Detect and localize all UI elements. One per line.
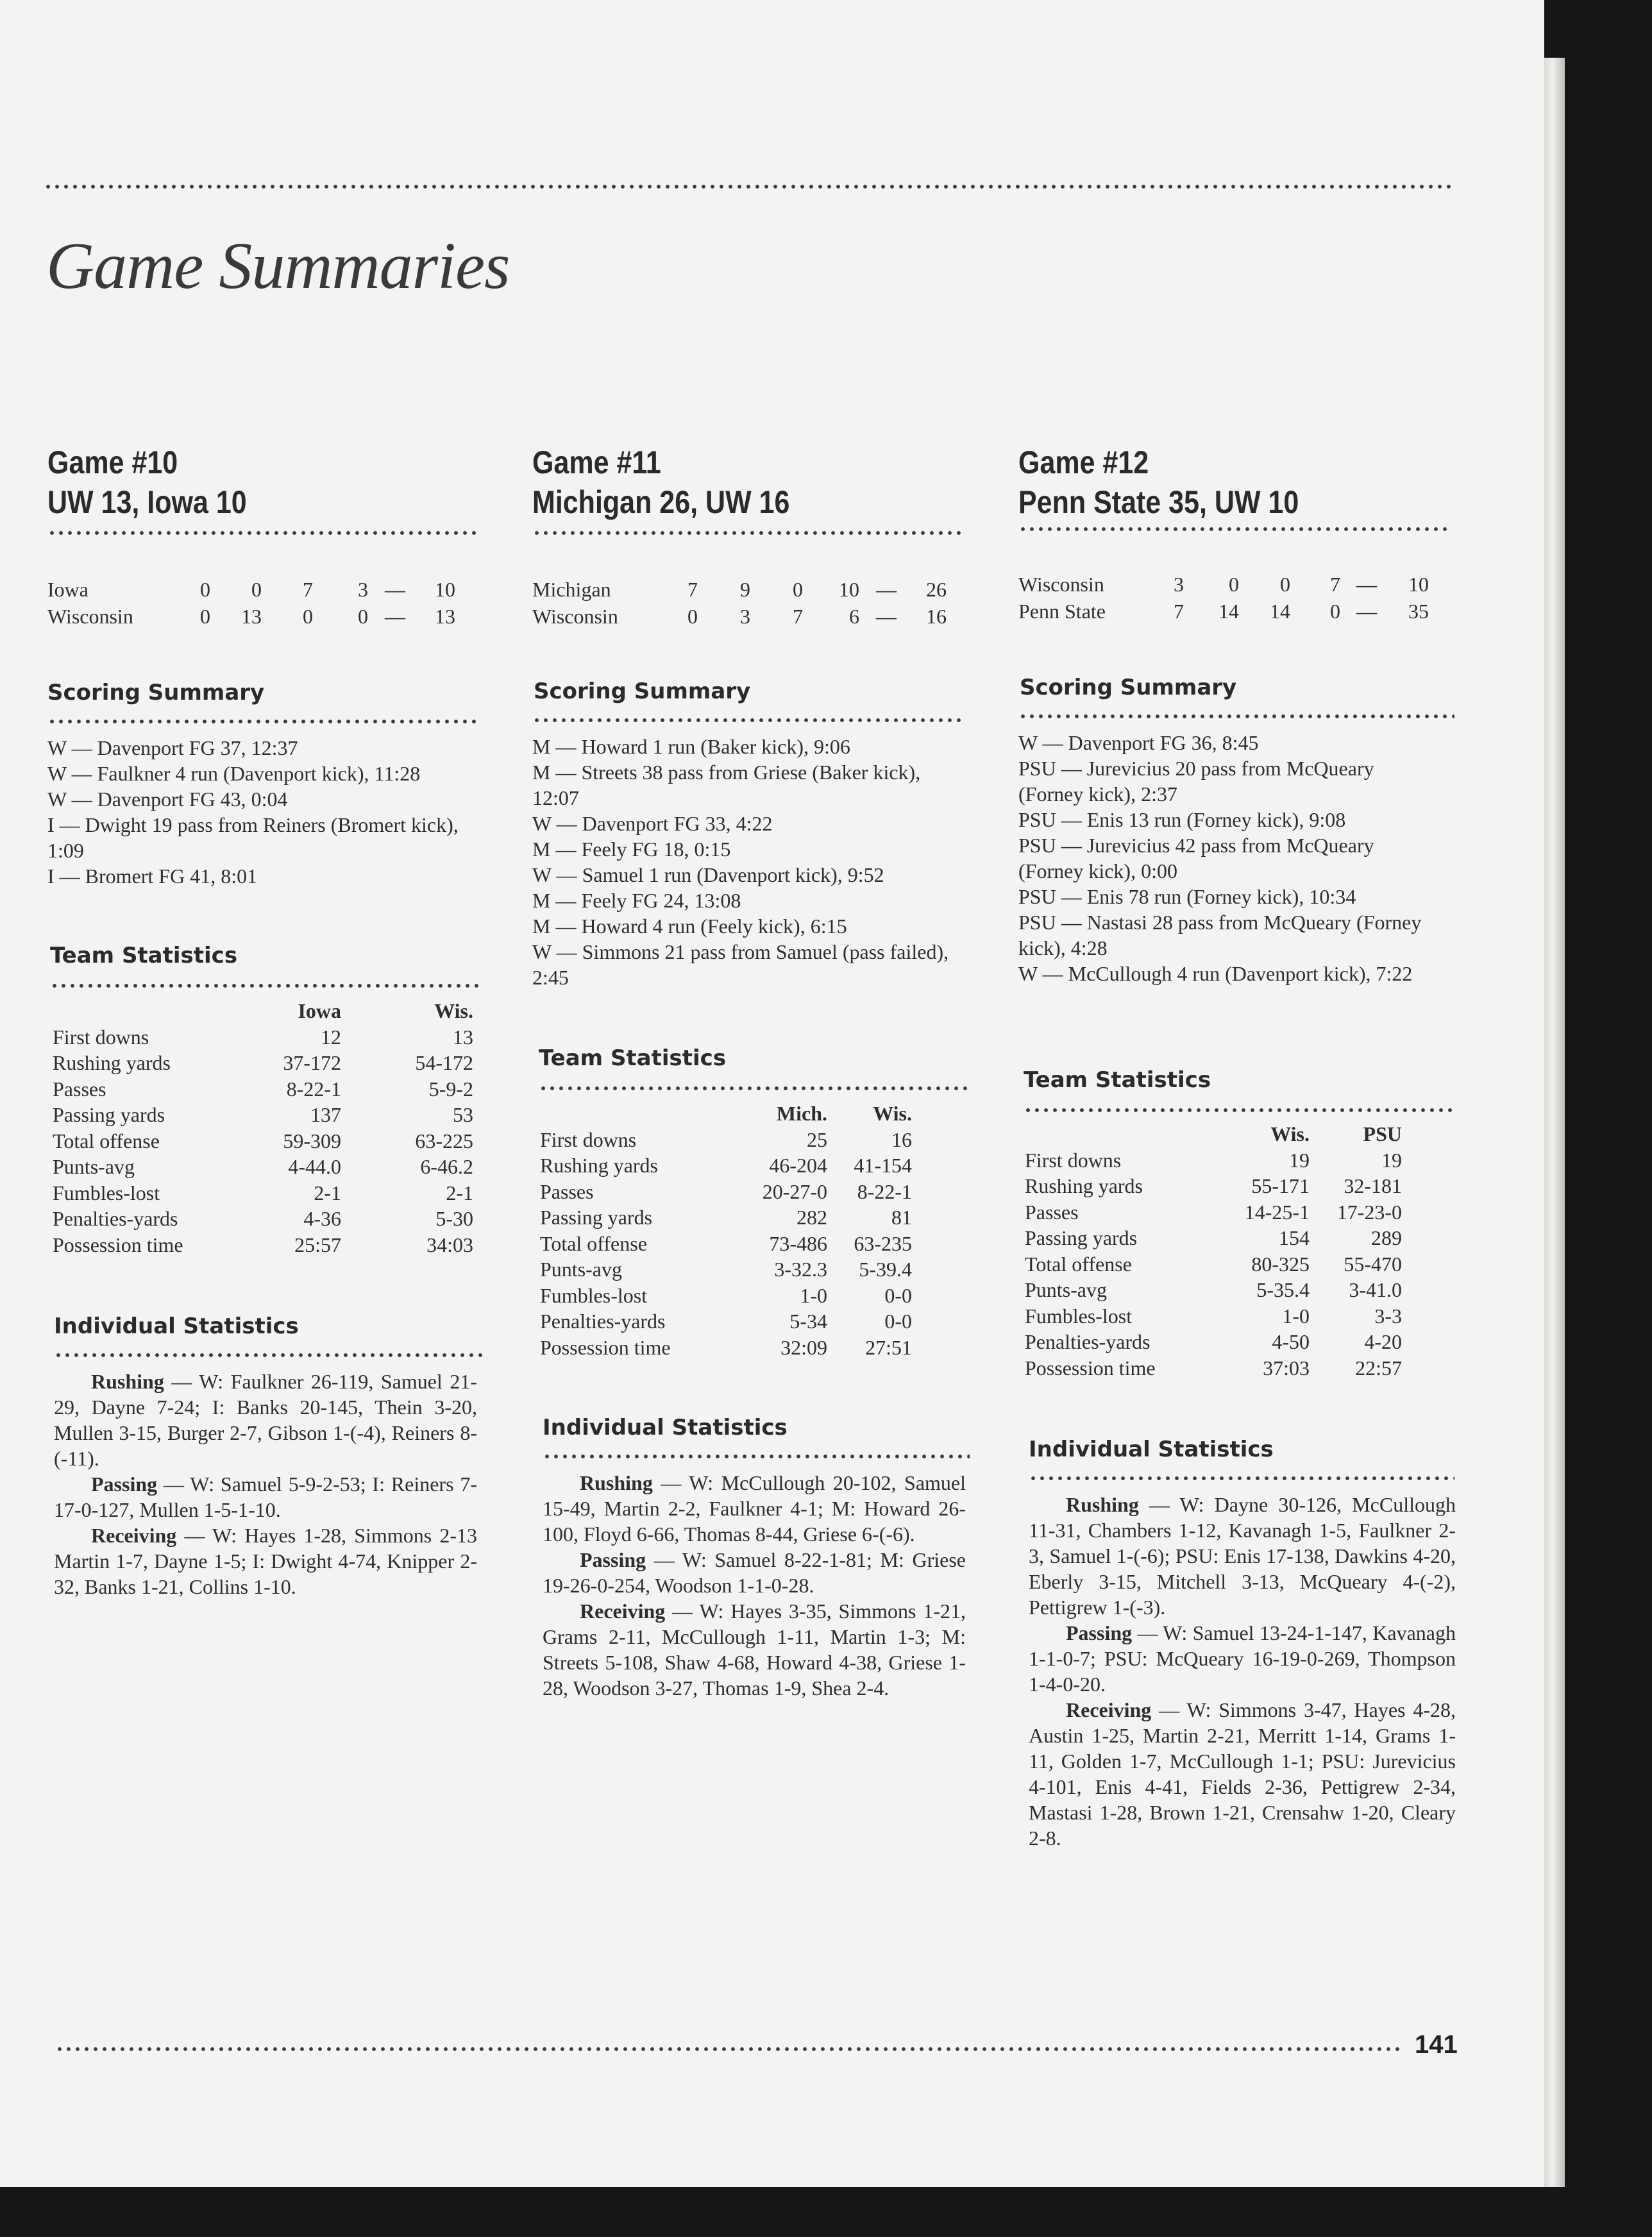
scoring-play: M — Howard 4 run (Feely kick), 6:15 [532,915,847,938]
scoring-play: M — Feely FG 18, 0:15 [532,838,731,861]
game-number: Game #10 [47,444,178,480]
stat-value: 19 [1381,1148,1402,1172]
quarter-score: 3 [358,578,368,601]
stat-value: 1-0 [800,1283,827,1307]
game-title [1018,443,1345,522]
stat-label: Passing yards [53,1103,165,1126]
stat-value: 19 [1289,1148,1310,1172]
stats-header-row [53,998,473,1024]
linescore-row [1018,571,1429,598]
stat-value: 55-470 [1344,1252,1402,1276]
quarter-score: 0 [358,605,368,628]
stat-label: Punts-avg [1025,1278,1107,1301]
team-name: Wisconsin [532,605,618,628]
stat-text: — W: Dayne 30-126, McCullough 11-31, Chambers 1-12, Kavanagh 1-5, Faulkner 2-3, Samuel 1-(-6); PSU: Enis 17-138, Dawkins 4-20, Eberly 3-15, Mitchell 3-13, McQueary 4-(-2), Pettigrew 1-(-3). [1029,1493,1456,1619]
stat-label: First downs [53,1025,149,1049]
stat-label: Punts-avg [53,1155,135,1178]
quarter-score: 14 [1218,600,1239,623]
stat-value: 5-35.4 [1256,1278,1310,1301]
stat-value: 46-204 [769,1154,827,1177]
stat-value: 154 [1279,1226,1310,1249]
stat-value: 32-181 [1344,1174,1402,1197]
stats-row [1025,1355,1402,1381]
section-dotted-rule [50,983,484,989]
stat-label: Possession time [1025,1356,1156,1380]
stat-label: Passes [540,1179,594,1203]
stat-text: — W: McCullough 20-102, Samuel 15-49, Martin 2-2, Faulkner 4-1; M: Howard 26-100, Floyd 6-66, Thomas 8-44, Griese 6-(-6). [543,1471,966,1546]
team-name: Iowa [47,578,88,601]
stats-row [540,1127,912,1153]
stats-row [540,1256,912,1283]
stats-row [540,1283,912,1309]
linescore-table [47,576,455,630]
dash: — [876,605,897,628]
stat-value: 25:57 [294,1233,341,1256]
stat-value: 41-154 [854,1154,912,1177]
stats-header-row [540,1101,912,1127]
stats-row [53,1128,473,1154]
stat-label: Possession time [540,1335,671,1359]
stats-col-header: Iowa [298,999,341,1022]
stat-category: Receiving [580,1600,666,1623]
stat-value: 5-34 [789,1310,827,1333]
quarter-score: 7 [1174,600,1184,623]
scoring-summary [532,734,963,990]
stat-text: — W: Samuel 8-22-1-81; M: Griese 19-26-0-254, Woodson 1-1-0-28. [543,1548,966,1597]
stat-paragraph [1029,1492,1456,1620]
stat-text: — W: Hayes 1-28, Simmons 2-13 Martin 1-7, Dayne 1-5; I: Dwight 4-74, Knipper 2-32, Banks 1-21, Collins 1-10. [54,1524,477,1598]
page-edge [1544,58,1565,2187]
stat-value: 37-172 [283,1051,341,1074]
dash: — [385,605,405,628]
individual-statistics [1029,1492,1456,1851]
quarter-score: 0 [793,578,803,601]
scoring-summary-heading: Scoring Summary [534,679,751,704]
game-number: Game #12 [1018,444,1149,480]
individual-statistics [54,1369,477,1600]
stat-value: 8-22-1 [857,1179,912,1203]
quarter-score: 0 [200,578,210,601]
stats-row [53,1076,473,1102]
scoring-play: W — Simmons 21 pass from Samuel (pass failed), 2:45 [532,940,949,989]
dash: — [876,578,897,601]
final-score: 26 [926,578,947,601]
stat-value: 63-235 [854,1231,912,1255]
team-name: Michigan [532,578,611,601]
section-dotted-rule [54,1352,484,1358]
scoring-play: M — Feely FG 24, 13:08 [532,889,741,912]
stat-label: Possession time [53,1233,183,1256]
stats-row [53,1180,473,1206]
title-dotted-rule [47,530,477,536]
linescore-row [532,576,947,603]
stat-paragraph [1029,1620,1456,1697]
stat-value: 5-30 [435,1207,473,1230]
stat-text: — W: Samuel 13-24-1-147, Kavanagh 1-1-0-7; PSU: McQueary 16-19-0-269, Thompson 1-4-0-20. [1029,1621,1456,1696]
stat-category: Rushing [91,1370,164,1393]
stat-label: Penalties-yards [1025,1330,1150,1353]
stat-value: 13 [453,1025,473,1049]
quarter-score: 9 [740,578,750,601]
scoring-summary-heading: Scoring Summary [1020,675,1237,700]
stat-paragraph [54,1369,477,1471]
stat-value: 20-27-0 [762,1179,827,1203]
stats-col-header: Mich. [776,1102,827,1125]
stat-paragraph [1029,1697,1456,1851]
quarter-score: 10 [839,578,859,601]
stat-value: 3-41.0 [1349,1278,1402,1301]
quarter-score: 7 [303,578,313,601]
section-dotted-rule [47,718,477,725]
stat-value: 2-1 [446,1181,473,1204]
stat-value: 3-3 [1374,1304,1402,1328]
page-number: 141 [1415,2030,1458,2059]
stats-col-header: Wis. [873,1102,912,1125]
quarter-score: 0 [1280,573,1290,596]
stat-value: 4-20 [1364,1330,1402,1353]
stat-value: 53 [453,1103,473,1126]
scoring-play: W — Samuel 1 run (Davenport kick), 9:52 [532,863,884,886]
top-dotted-rule [44,183,1454,190]
stats-row [1025,1329,1402,1355]
stat-value: 4-36 [303,1207,341,1230]
stat-category: Rushing [1066,1493,1139,1516]
stat-value: 54-172 [415,1051,473,1074]
stat-category: Passing [91,1473,158,1496]
dash: — [1356,600,1377,623]
team-name: Wisconsin [47,605,133,628]
stat-value: 137 [310,1103,341,1126]
final-score: 10 [1408,573,1429,596]
dash: — [1356,573,1377,596]
quarter-score: 7 [1330,573,1340,596]
stats-row [53,1154,473,1180]
final-score: 10 [435,578,455,601]
stats-row [53,1232,473,1258]
stats-row [1025,1225,1402,1251]
stats-row [53,1024,473,1051]
stat-value: 0-0 [884,1283,912,1307]
scoring-play: W — Davenport FG 37, 12:37 [47,736,298,759]
individual-statistics-heading: Individual Statistics [1029,1437,1274,1462]
stats-row [540,1335,912,1361]
stat-label: Penalties-yards [53,1207,178,1230]
stats-row [1025,1173,1402,1199]
team-name: Penn State [1018,600,1106,623]
stat-paragraph [543,1470,966,1547]
linescore-table [532,576,947,630]
final-score: 35 [1408,600,1429,623]
final-score: 13 [435,605,455,628]
stat-label: Total offense [53,1129,160,1152]
stat-value: 3-32.3 [774,1258,827,1281]
stats-row [540,1179,912,1205]
team-statistics-table [53,998,473,1258]
quarter-score: 0 [1330,600,1340,623]
game-title [47,443,279,522]
stat-label: Total offense [1025,1252,1132,1276]
dash: — [385,578,405,601]
stats-row [1025,1303,1402,1330]
stat-paragraph [543,1547,966,1598]
stat-value: 34:03 [426,1233,473,1256]
scoring-play: W — Davenport FG 36, 8:45 [1018,731,1259,754]
stat-category: Passing [580,1548,646,1571]
linescore-row [47,576,455,603]
title-dotted-rule [1018,526,1452,532]
stat-text: — W: Samuel 5-9-2-53; I: Reiners 7-17-0-127, Mullen 1-5-1-10. [54,1473,477,1521]
quarter-score: 0 [200,605,210,628]
stat-value: 73-486 [769,1231,827,1255]
stat-value: 32:09 [780,1335,827,1359]
stat-label: First downs [1025,1148,1122,1172]
linescore-row [532,603,947,630]
stats-row [53,1102,473,1128]
linescore-row [47,603,455,630]
stat-value: 63-225 [415,1129,473,1152]
scoring-play: PSU — Jurevicius 42 pass from McQueary (Forney kick), 0:00 [1018,834,1374,882]
game-number: Game #11 [532,444,661,480]
individual-statistics [543,1470,966,1701]
quarter-score: 0 [1229,573,1239,596]
stats-row [540,1152,912,1179]
stat-category: Receiving [1066,1698,1152,1721]
stats-row [1025,1251,1402,1278]
stat-paragraph [54,1523,477,1600]
scoring-summary [1018,730,1429,986]
quarter-score: 0 [687,605,698,628]
stats-col-header: PSU [1363,1122,1402,1145]
stat-value: 5-39.4 [859,1258,912,1281]
game-score: Penn State 35, UW 10 [1018,484,1299,520]
stats-row [53,1206,473,1232]
section-dotted-rule [539,1085,968,1092]
scoring-play: W — Davenport FG 43, 0:04 [47,788,288,811]
page-heading: Game Summaries [46,229,510,303]
scoring-play: PSU — Enis 13 run (Forney kick), 9:08 [1018,808,1346,831]
scoring-play: I — Dwight 19 pass from Reiners (Bromert kick), 1:09 [47,813,459,862]
stat-category: Passing [1066,1621,1133,1644]
stat-category: Receiving [91,1524,177,1547]
stat-value: 6-46.2 [420,1155,473,1178]
stat-value: 2-1 [314,1181,341,1204]
stat-value: 282 [796,1206,827,1229]
scoring-play: W — Faulkner 4 run (Davenport kick), 11:28 [47,762,421,785]
linescore-row [1018,598,1429,625]
scoring-play: W — McCullough 4 run (Davenport kick), 7:22 [1018,962,1413,985]
stat-value: 0-0 [884,1310,912,1333]
stats-col-header: Wis. [434,999,473,1022]
stat-value: 4-50 [1272,1330,1310,1353]
stat-text: — W: Hayes 3-35, Simmons 1-21, Grams 2-11, McCullough 1-11, Martin 1-3; M: Streets 5-108, Shaw 4-68, Howard 4-38, Griese 1-28, Woodson 3-27, Thomas 1-9, Shea 2-4. [543,1600,966,1700]
scoring-play: PSU — Enis 78 run (Forney kick), 10:34 [1018,885,1356,908]
scoring-summary-heading: Scoring Summary [47,680,265,705]
team-statistics-table [540,1101,912,1360]
team-statistics-heading: Team Statistics [539,1045,727,1071]
stat-value: 81 [891,1206,912,1229]
stats-row [53,1050,473,1076]
stat-label: First downs [540,1127,637,1151]
stats-row [540,1204,912,1231]
stat-label: Passes [53,1077,106,1101]
section-dotted-rule [532,717,966,723]
stats-row [540,1231,912,1257]
stats-header-row [1025,1121,1402,1147]
stat-value: 16 [891,1127,912,1151]
quarter-score: 7 [793,605,803,628]
quarter-score: 0 [251,578,262,601]
team-name: Wisconsin [1018,573,1104,596]
quarter-score: 3 [740,605,750,628]
stat-value: 55-171 [1251,1174,1310,1197]
stat-value: 5-9-2 [428,1077,473,1101]
stat-text: — W: Faulkner 26-119, Samuel 21-29, Dayne 7-24; I: Banks 20-145, Thein 3-20, Mullen 3-15, Burger 2-7, Gibson 1-(-4), Reiners 8-(-11). [54,1370,477,1470]
stat-category: Rushing [580,1471,653,1494]
team-statistics-heading: Team Statistics [1024,1067,1211,1093]
stat-value: 14-25-1 [1244,1200,1310,1224]
section-dotted-rule [1018,713,1454,720]
quarter-score: 6 [849,605,859,628]
quarter-score: 3 [1174,573,1184,596]
game-score: UW 13, Iowa 10 [47,484,247,520]
stat-paragraph [54,1471,477,1523]
stat-label: Fumbles-lost [540,1283,648,1307]
stat-value: 289 [1371,1226,1402,1249]
individual-statistics-heading: Individual Statistics [543,1415,788,1440]
stats-row [1025,1147,1402,1174]
scoring-play: M — Howard 1 run (Baker kick), 9:06 [532,735,850,758]
stat-label: Passing yards [540,1206,653,1229]
stats-row [1025,1277,1402,1303]
section-dotted-rule [1024,1107,1454,1113]
section-dotted-rule [543,1453,970,1460]
stat-value: 8-22-1 [286,1077,341,1101]
stat-label: Fumbles-lost [1025,1304,1133,1328]
stat-paragraph [543,1598,966,1701]
stat-text: — W: Simmons 3-47, Hayes 4-28, Austin 1-25, Martin 2-21, Merritt 1-14, Grams 1-11, Golden 1-7, McCullough 1-1; PSU: Jurevicius 4-101, Enis 4-41, Fields 2-36, Pettigrew 2-34, Mastasi 1-28, Brown 1-21, Crensahw 1-20, Cleary 2-8. [1029,1698,1456,1850]
scoring-summary [47,735,471,889]
game-title [532,443,832,522]
final-score: 16 [926,605,947,628]
scoring-play: PSU — Jurevicius 20 pass from McQueary (Forney kick), 2:37 [1018,757,1374,806]
stat-value: 12 [321,1025,341,1049]
stat-value: 80-325 [1251,1252,1310,1276]
scoring-play: PSU — Nastasi 28 pass from McQueary (Forney kick), 4:28 [1018,911,1422,959]
stat-label: Rushing yards [53,1051,171,1074]
stat-value: 25 [807,1127,827,1151]
section-dotted-rule [1029,1475,1454,1481]
stat-value: 27:51 [865,1335,912,1359]
stat-label: Rushing yards [1025,1174,1143,1197]
stat-label: Passing yards [1025,1226,1138,1249]
quarter-score: 13 [241,605,262,628]
stats-row [1025,1199,1402,1226]
linescore-table [1018,571,1429,625]
stat-value: 4-44.0 [288,1155,341,1178]
title-dotted-rule [532,530,966,536]
stat-label: Total offense [540,1231,647,1255]
stat-value: 22:57 [1355,1356,1402,1380]
scoring-play: M — Streets 38 pass from Griese (Baker kick), 12:07 [532,761,921,809]
stat-label: Fumbles-lost [53,1181,160,1204]
quarter-score: 7 [687,578,698,601]
bottom-dotted-rule [55,2046,1402,2052]
scoring-play: I — Bromert FG 41, 8:01 [47,865,258,888]
game-score: Michigan 26, UW 16 [532,484,790,520]
stat-value: 17-23-0 [1336,1200,1402,1224]
quarter-score: 0 [303,605,313,628]
quarter-score: 14 [1270,600,1290,623]
stat-label: Rushing yards [540,1154,658,1177]
stat-label: Punts-avg [540,1258,622,1281]
stats-col-header: Wis. [1270,1122,1310,1145]
stat-label: Penalties-yards [540,1310,666,1333]
stats-row [540,1308,912,1335]
stat-value: 37:03 [1263,1356,1310,1380]
stat-label: Passes [1025,1200,1079,1224]
scoring-play: W — Davenport FG 33, 4:22 [532,812,773,835]
stat-value: 1-0 [1282,1304,1310,1328]
team-statistics-table [1025,1121,1402,1381]
individual-statistics-heading: Individual Statistics [54,1313,299,1339]
stat-value: 59-309 [283,1129,341,1152]
team-statistics-heading: Team Statistics [50,943,238,968]
